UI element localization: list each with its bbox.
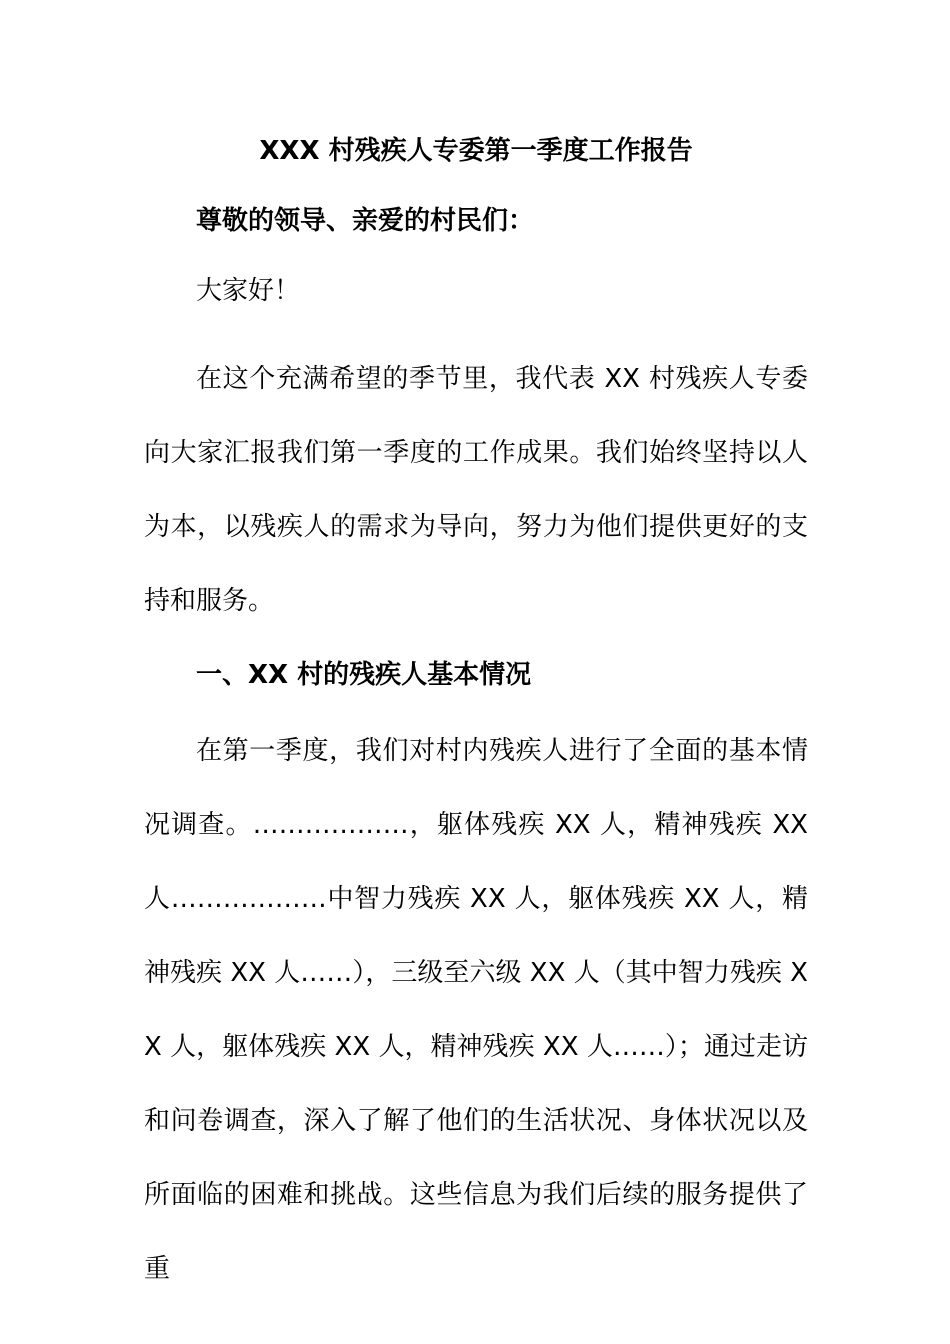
salutation: 尊敬的领导、亲爱的村民们： bbox=[196, 206, 535, 236]
section-paragraph-basic-situation: 在第一季度，我们对村内残疾人进行了全面的基本情况调查。………………，躯体残疾 XX 人，精神残疾 XX 人………………中智力残疾 XX 人，躯体残疾 XX 人，精神残疾 XX 人……），三级至六级 XX 人（其中智力残疾 XX 人，躯体残疾 XX 人，精神残疾 XX 人……）；通过走访和问卷调查，深入了解了他们的生活状况、身体状况以及所面临的困难和挑战。这些信息为我们后续的服务提供了重 bbox=[144, 736, 808, 1284]
document-body bbox=[144, 128, 808, 1306]
greeting: 大家好！ bbox=[196, 276, 301, 306]
intro-paragraph: 在这个充满希望的季节里，我代表 XX 村残疾人专委向大家汇报我们第一季度的工作成果。我们始终坚持以人为本，以残疾人的需求为导向，努力为他们提供更好的支持和服务。 bbox=[144, 364, 808, 616]
section-heading-basic-situation: 一、XX 村的残疾人基本情况 bbox=[196, 660, 532, 690]
document-title: XXX 村残疾人专委第一季度工作报告 bbox=[259, 136, 693, 166]
